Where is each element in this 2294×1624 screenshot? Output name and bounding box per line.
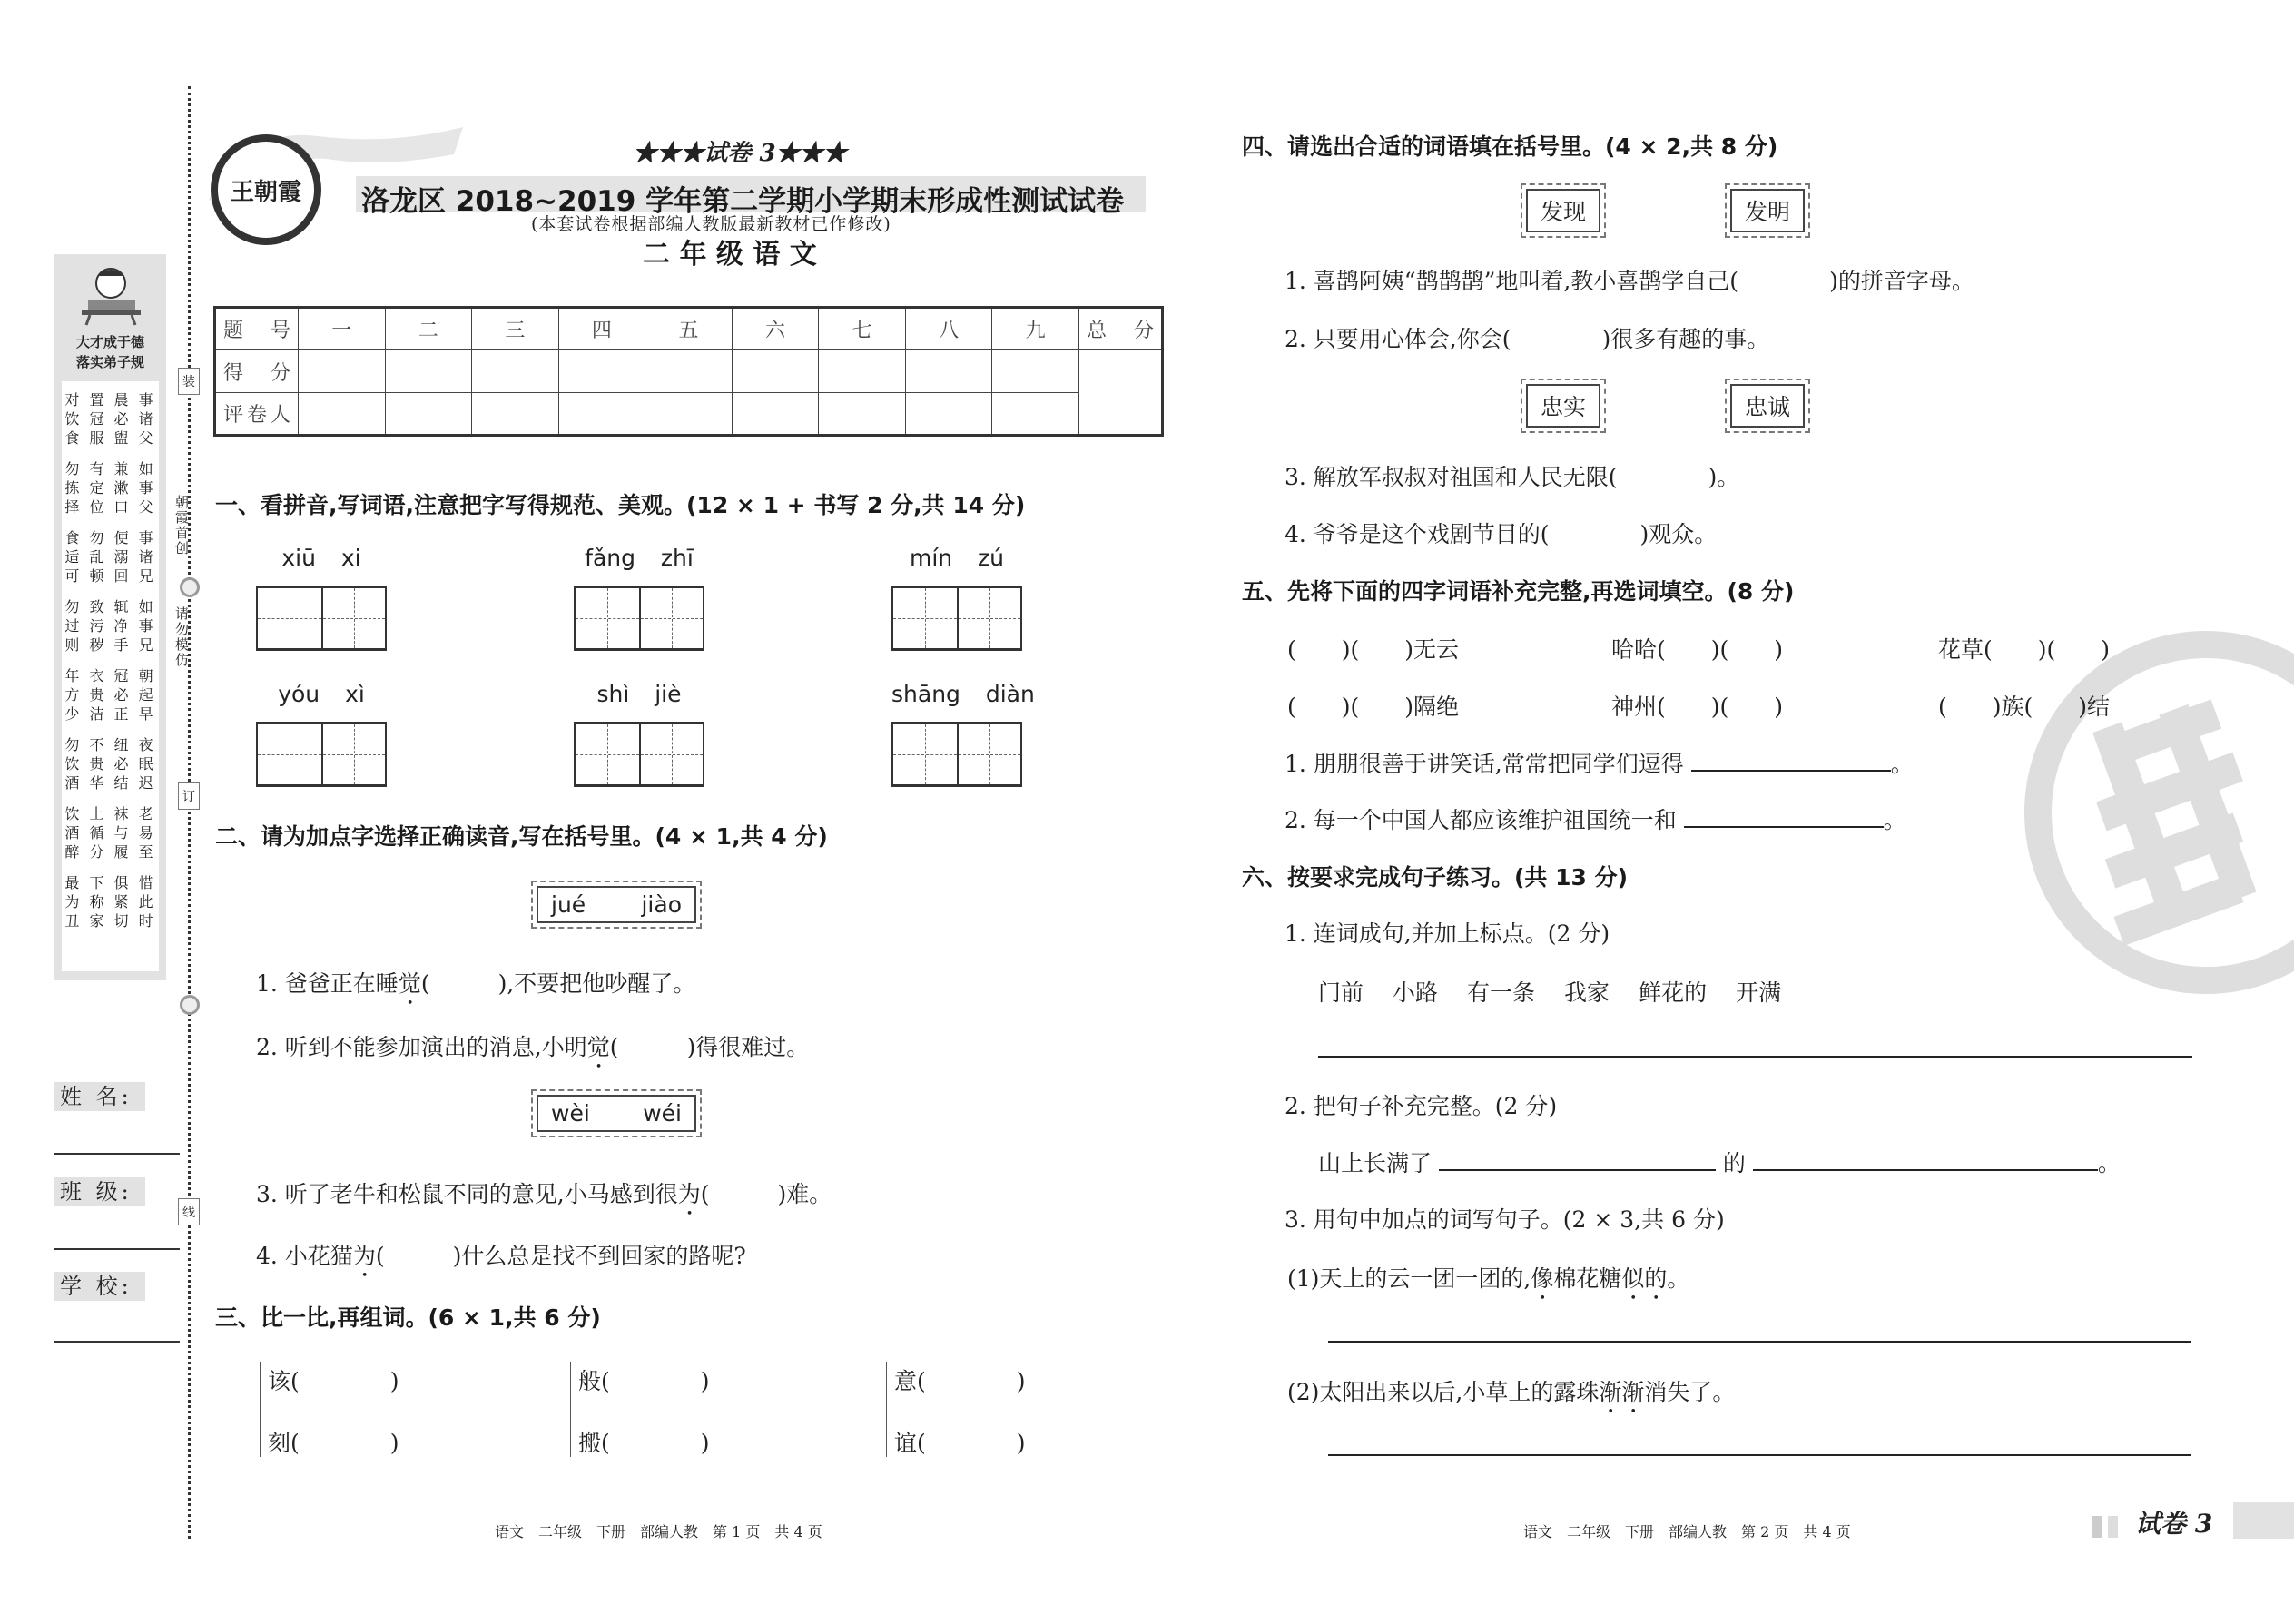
question-text: 2. 听到不能参加演出的消息,小明 xyxy=(256,1034,587,1060)
writing-grid[interactable] xyxy=(574,722,704,787)
idiom-blank[interactable]: 神州( )( ) xyxy=(1611,694,1784,720)
page-title: 洛龙区 2018~2019 学年第二学期小学期末形成性测试试卷 xyxy=(361,185,1125,218)
paper-number: ★★★试卷 3★★★ xyxy=(633,140,847,167)
dotted-char: 为 xyxy=(677,1181,701,1207)
verse-line: 可 顿 回 兄 xyxy=(64,567,156,585)
page-footer: 语文 二年级 下册 部编人教 第 1 页 共 4 页 xyxy=(495,1523,822,1540)
idiom-blank[interactable]: ( )族( )结 xyxy=(1938,694,2111,720)
pinyin-option: jiào xyxy=(641,891,682,918)
answer-blank[interactable] xyxy=(1691,752,1891,772)
question-item xyxy=(1285,802,1906,835)
word-chip: 门前 xyxy=(1318,979,1364,1006)
word-chip: 有一条 xyxy=(1467,979,1536,1006)
row-label: 得 分 xyxy=(215,350,299,393)
grader-cell[interactable] xyxy=(645,393,733,436)
grid-cell[interactable] xyxy=(576,724,639,784)
punct: 。 xyxy=(1883,807,1906,833)
answer-blank[interactable] xyxy=(1684,808,1884,828)
section-2-title: 二、请为加点字选择正确读音,写在括号里。(4 × 1,共 4 分) xyxy=(215,823,828,850)
word-list xyxy=(1318,975,1781,1008)
score-cell[interactable] xyxy=(905,350,992,393)
section-6-title: 六、按要求完成句子练习。(共 13 分) xyxy=(1242,864,1629,891)
name-label: 姓 名: xyxy=(54,1082,145,1111)
dotted-word: 似的 xyxy=(1621,1265,1668,1292)
idiom-blank[interactable]: 花草( )( ) xyxy=(1938,636,2111,663)
brace xyxy=(570,1362,571,1457)
verse-line: 勿 有 兼 如 xyxy=(64,460,156,477)
grid-cell[interactable] xyxy=(258,724,321,784)
question-text: 3. 听了老牛和松鼠不同的意见,小马感到很 xyxy=(256,1181,678,1207)
question-text: 2. 每一个中国人都应该维护祖国统一和 xyxy=(1285,807,1677,833)
grid-cell[interactable] xyxy=(639,588,703,648)
table-header: 七 xyxy=(819,308,906,350)
verse-line: 丑 家 切 时 xyxy=(64,912,156,930)
grid-cell[interactable] xyxy=(893,588,957,648)
table-header: 四 xyxy=(558,308,645,350)
table-row xyxy=(215,350,1163,393)
writing-grid[interactable] xyxy=(256,722,387,787)
table-header: 三 xyxy=(472,308,559,350)
score-cell[interactable] xyxy=(732,350,819,393)
question-heading: 3. 用句中加点的词写句子。(2 × 3,共 6 分) xyxy=(1285,1206,1725,1233)
brace xyxy=(260,1362,261,1457)
knot-icon xyxy=(180,995,200,1015)
score-cell[interactable] xyxy=(645,350,733,393)
question-text: (2)太阳出来以后,小草上的露珠 xyxy=(1287,1379,1600,1405)
question-text: 1. 爸爸正在睡 xyxy=(256,970,399,997)
score-cell[interactable] xyxy=(472,350,559,393)
corner-decoration xyxy=(2092,1516,2118,1538)
grader-cell[interactable] xyxy=(819,393,906,436)
idiom-blank[interactable]: ( )( )隔绝 xyxy=(1287,694,1460,720)
question-item xyxy=(256,1238,746,1283)
pinyin-choice-box xyxy=(531,1089,702,1137)
verse-line: 饮 冠 必 诸 xyxy=(64,410,156,428)
answer-blank[interactable] xyxy=(1753,1151,2098,1171)
grid-cell[interactable] xyxy=(893,724,957,784)
verse-line: 为 称 紧 此 xyxy=(64,893,156,910)
grader-cell[interactable] xyxy=(299,393,386,436)
question-item: 2. 只要用心体会,你会( )很多有趣的事。 xyxy=(1285,326,1770,352)
verse-line: 则 秽 手 兄 xyxy=(64,636,156,654)
logo-text: 王朝霞 xyxy=(230,178,301,206)
watermark-seal xyxy=(2024,631,2294,994)
grid-cell[interactable] xyxy=(957,588,1020,648)
writing-grid[interactable] xyxy=(574,586,704,651)
word-blank[interactable]: 该( ) xyxy=(268,1368,399,1394)
table-header: 总 分 xyxy=(1079,308,1163,350)
question-item xyxy=(1287,1261,1689,1305)
grid-cell[interactable] xyxy=(639,724,703,784)
punct: 。 xyxy=(1667,1265,1690,1292)
idiom-blank[interactable]: 哈哈( )( ) xyxy=(1611,636,1784,663)
class-field[interactable] xyxy=(54,1248,180,1250)
word-chip: 我家 xyxy=(1564,979,1610,1006)
corner-tab-bg xyxy=(2233,1502,2294,1539)
pinyin-label: shì jiè xyxy=(596,681,682,707)
table-header: 六 xyxy=(732,308,819,350)
verse-list xyxy=(54,390,166,930)
word-option: 发现 xyxy=(1526,189,1600,232)
section-3-title: 三、比一比,再组词。(6 × 1,共 6 分) xyxy=(215,1304,601,1331)
punct: 。 xyxy=(2097,1150,2121,1176)
word-blank[interactable]: 谊( ) xyxy=(894,1430,1026,1456)
word-choice-box xyxy=(1725,183,1810,238)
table-header: 五 xyxy=(645,308,733,350)
binding-label: 线 xyxy=(178,1198,200,1225)
answer-line[interactable] xyxy=(1328,1341,2191,1343)
question-text: ( )难。 xyxy=(700,1181,832,1207)
word-option: 发明 xyxy=(1730,189,1805,232)
verse-line: 勿 致 辄 如 xyxy=(64,598,156,615)
word-blank[interactable]: 意( ) xyxy=(894,1368,1026,1394)
question-text: (1)天上的云一团一团的, xyxy=(1287,1265,1531,1292)
word-blank[interactable]: 刻( ) xyxy=(268,1430,399,1456)
verse-line: 适 乱 溺 诸 xyxy=(64,548,156,566)
subtitle: (本套试卷根据部编人教版最新教材已作修改) xyxy=(531,214,891,234)
section-1-title: 一、看拼音,写词语,注意把字写得规范、美观。(12 × 1 + 书写 2 分,共 14 分) xyxy=(215,492,1026,518)
pinyin-label: shāng diàn xyxy=(891,681,1035,707)
vertical-note: 朝霞首创 xyxy=(173,495,190,556)
motto: 大才成于德 落实弟子规 xyxy=(75,334,144,370)
answer-line[interactable] xyxy=(1328,1454,2191,1456)
verse-line: 酒 循 与 易 xyxy=(64,824,156,842)
word-option: 忠实 xyxy=(1526,384,1600,428)
corner-tab: 试卷 3 xyxy=(2135,1509,2213,1539)
score-cell[interactable] xyxy=(819,350,906,393)
question-item xyxy=(1287,1374,1735,1419)
score-cell[interactable] xyxy=(385,350,472,393)
verse-line: 酒 华 结 迟 xyxy=(64,774,156,792)
verse-line: 勿 不 纽 夜 xyxy=(64,736,156,753)
answer-blank[interactable] xyxy=(1439,1151,1716,1171)
word-blank[interactable]: 般( ) xyxy=(578,1368,710,1394)
verse-line: 过 污 净 事 xyxy=(64,617,156,635)
logo xyxy=(211,134,321,245)
question-text: 棉花糖 xyxy=(1553,1265,1622,1292)
word-choice-box xyxy=(1521,379,1606,433)
question-item xyxy=(256,966,695,1010)
score-cell[interactable] xyxy=(992,350,1079,393)
grid-cell[interactable] xyxy=(258,588,321,648)
idiom-blank[interactable]: ( )( )无云 xyxy=(1287,636,1460,663)
word-chip: 开满 xyxy=(1736,979,1782,1006)
question-heading: 2. 把句子补充完整。(2 分) xyxy=(1285,1093,1558,1119)
grader-cell[interactable] xyxy=(732,393,819,436)
verse-line: 醉 分 履 至 xyxy=(64,843,156,861)
dotted-char: 觉 xyxy=(586,1034,610,1060)
table-header: 八 xyxy=(905,308,992,350)
school-field[interactable] xyxy=(54,1341,180,1343)
grid-cell[interactable] xyxy=(576,588,639,648)
verse-line: 对 置 晨 事 xyxy=(64,391,156,408)
score-cell[interactable] xyxy=(299,350,386,393)
grader-cell[interactable] xyxy=(992,393,1079,436)
verse-line: 饮 贵 必 眠 xyxy=(64,755,156,773)
grader-cell[interactable] xyxy=(558,393,645,436)
pinyin-label: xiū xi xyxy=(281,545,361,571)
watermark-seal-graphic xyxy=(2024,631,2294,994)
score-cell[interactable] xyxy=(558,350,645,393)
question-item xyxy=(256,1176,832,1221)
brace xyxy=(886,1362,887,1457)
question-text: ( ),不要把他吵醒了。 xyxy=(420,970,696,997)
table-header: 九 xyxy=(992,308,1079,350)
word-option: 忠诚 xyxy=(1730,384,1805,428)
question-text: ( )什么总是找不到回家的路呢? xyxy=(375,1243,746,1269)
verse-line: 食 勿 便 事 xyxy=(64,529,156,546)
binding-label: 订 xyxy=(178,782,200,810)
grid-cell[interactable] xyxy=(321,724,385,784)
name-field[interactable] xyxy=(54,1153,180,1155)
grid-cell[interactable] xyxy=(957,724,1020,784)
writing-grid[interactable] xyxy=(891,586,1022,651)
pinyin-label: fǎng zhī xyxy=(585,545,694,571)
dotted-char: 觉 xyxy=(398,970,421,997)
verse-line: 择 位 口 父 xyxy=(64,498,156,516)
table-header: 题 号 xyxy=(215,308,299,350)
page-footer: 语文 二年级 下册 部编人教 第 2 页 共 4 页 xyxy=(1523,1523,1851,1540)
pinyin-label: mín zú xyxy=(909,545,1005,571)
binding-label: 装 xyxy=(178,368,200,395)
pinyin-label: yóu xì xyxy=(278,681,365,707)
school-label: 学 校: xyxy=(54,1272,145,1301)
verse-line: 年 衣 冠 朝 xyxy=(64,667,156,684)
question-text: 的 xyxy=(1722,1150,1746,1176)
question-text: 4. 小花猫 xyxy=(256,1243,353,1269)
question-text: ( )得很难过。 xyxy=(609,1034,810,1060)
grader-cell[interactable] xyxy=(385,393,472,436)
table-header: 二 xyxy=(385,308,472,350)
table-row xyxy=(215,393,1163,436)
verse-line: 最 下 俱 惜 xyxy=(64,874,156,891)
pinyin-choice-box xyxy=(531,881,702,929)
verse-line: 拣 定 漱 事 xyxy=(64,479,156,497)
question-text: 消失了。 xyxy=(1644,1379,1736,1405)
pinyin-option: jué xyxy=(551,891,586,918)
score-table xyxy=(213,306,1164,437)
section-4-title: 四、请选出合适的词语填在括号里。(4 × 2,共 8 分) xyxy=(1242,133,1778,160)
word-blank[interactable]: 搬( ) xyxy=(578,1430,710,1456)
vertical-note: 请勿模仿 xyxy=(173,606,190,668)
writing-grid[interactable] xyxy=(256,586,387,651)
verse-line: 方 贵 必 起 xyxy=(64,686,156,704)
table-row xyxy=(215,308,1163,350)
grid-cell[interactable] xyxy=(321,588,385,648)
dotted-word: 像 xyxy=(1531,1265,1554,1292)
question-item: 3. 解放军叔叔对祖国和人民无限( )。 xyxy=(1285,464,1740,490)
dotted-word: 渐渐 xyxy=(1599,1379,1645,1405)
question-heading: 1. 连词成句,并加上标点。(2 分) xyxy=(1285,920,1610,947)
writing-grid[interactable] xyxy=(891,722,1022,787)
verse-line: 饮 上 袜 老 xyxy=(64,805,156,822)
word-choice-box xyxy=(1521,183,1606,238)
verse-line: 少 洁 正 早 xyxy=(64,705,156,723)
grader-cell[interactable] xyxy=(905,393,992,436)
question-item xyxy=(1318,1146,2121,1178)
table-header: 一 xyxy=(299,308,386,350)
verse-line: 食 服 盥 父 xyxy=(64,429,156,447)
question-item: 1. 喜鹊阿姨“鹊鹊鹊”地叫着,教小喜鹊学自己( )的拼音字母。 xyxy=(1285,268,1974,294)
pinyin-option: wèi xyxy=(551,1100,590,1127)
question-item: 4. 爷爷是这个戏剧节目的( )观众。 xyxy=(1285,521,1718,547)
section-5-title: 五、先将下面的四字词语补充完整,再选词填空。(8 分) xyxy=(1242,578,1795,605)
question-text: 1. 朋朋很善于讲笑话,常常把同学们逗得 xyxy=(1285,751,1684,777)
grader-cell[interactable] xyxy=(472,393,559,436)
row-label: 评卷人 xyxy=(215,393,299,436)
subject-title: 二 年 级 语 文 xyxy=(643,239,817,271)
class-label: 班 级: xyxy=(54,1177,145,1206)
answer-line[interactable] xyxy=(1318,1056,2192,1058)
pinyin-option: wéi xyxy=(643,1100,682,1127)
question-item xyxy=(256,1029,809,1074)
word-choice-box xyxy=(1725,379,1810,433)
binding-line xyxy=(188,86,191,1539)
question-text: 山上长满了 xyxy=(1318,1150,1433,1176)
dotted-char: 为 xyxy=(352,1243,376,1269)
question-item xyxy=(1285,746,1914,779)
total-cell[interactable] xyxy=(1079,350,1163,436)
punct: 。 xyxy=(1890,751,1914,777)
word-chip: 鲜花的 xyxy=(1639,979,1708,1006)
knot-icon xyxy=(180,577,200,597)
word-chip: 小路 xyxy=(1393,979,1439,1006)
cartoon-student-icon xyxy=(77,263,145,327)
